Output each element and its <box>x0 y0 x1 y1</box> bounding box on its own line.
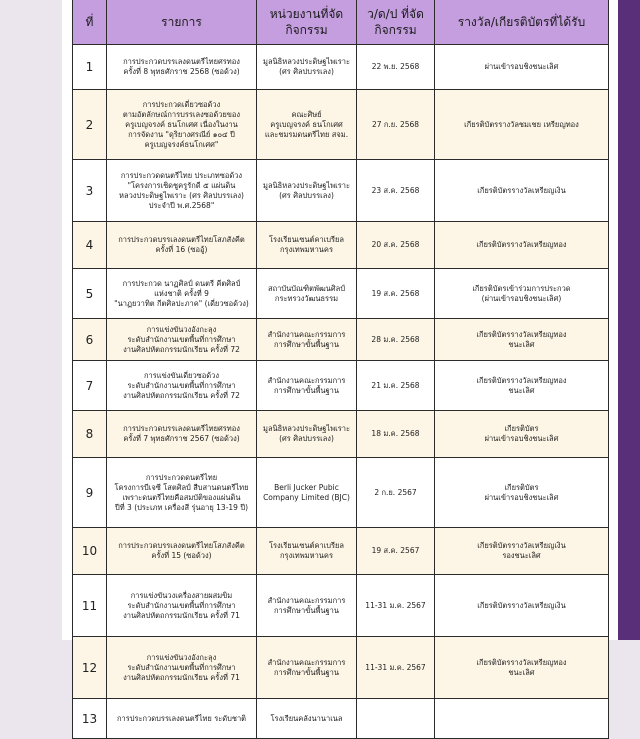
cell-line: สำนักงานคณะกรรมการ <box>267 657 346 667</box>
cell-line: การประกวดดนตรีไทย ประเภทซอด้วง <box>120 170 243 180</box>
header-title: รายการ <box>107 0 257 45</box>
table-row <box>73 160 609 222</box>
row-date: 19 ส.ค. 2568 <box>357 269 435 319</box>
row-number: 8 <box>73 411 107 458</box>
row-date: 19 ส.ค. 2567 <box>357 528 435 575</box>
row-organizer <box>257 575 357 637</box>
cell-line: โครงการบีเจซี โสตศิลป์ สืบสานดนตรีไทย <box>114 482 249 492</box>
cell-line: สำนักงานคณะกรรมการ <box>267 375 346 385</box>
header-award: รางวัล/เกียรติบัตรที่ได้รับ <box>435 0 609 45</box>
cell-line: การประกวดบรรเลงดนตรีไทยโสภสังคีต <box>118 235 245 244</box>
table-row <box>73 222 609 269</box>
cell-line: (ศร ศิลปบรรเลง) <box>279 67 334 76</box>
row-award <box>435 160 609 222</box>
cell-line: การประกวด นาฏศิลป์ ดนตรี คีตศิลป์ <box>122 278 241 288</box>
header-org: หน่วยงานที่จัดกิจกรรม <box>257 0 357 45</box>
row-title <box>107 90 257 160</box>
cell-line: ครั้งที่ 15 (ซอด้วง) <box>151 551 212 560</box>
cell-line: ชนะเลิศ <box>508 667 535 677</box>
cell-line: การแข่งขันวงอังกะลุง <box>146 652 217 662</box>
cell-line: ระดับสำนักงานเขตพื้นที่การศึกษา <box>127 334 236 344</box>
cell-line: ระดับสำนักงานเขตพื้นที่การศึกษา <box>127 600 236 610</box>
cell-line: งานศิลปหัตถกรรมนักเรียน ครั้งที่ 71 <box>123 672 240 682</box>
row-title <box>107 699 257 739</box>
cell-line: กรุงเทพมหานคร <box>280 245 333 254</box>
row-title <box>107 411 257 458</box>
cell-line: มูลนิธิหลวงประดิษฐไพเราะ <box>263 180 350 190</box>
row-award <box>435 45 609 90</box>
cell-line: ครั้งที่ 16 (ซออู้) <box>155 245 208 254</box>
cell-line: ครูเบญจรงค์ธนโกเศศ" <box>144 139 219 149</box>
row-date: 11-31 ม.ค. 2567 <box>357 637 435 699</box>
cell-line: เกียรติบัตร <box>504 482 539 492</box>
cell-line: การศึกษาขั้นพื้นฐาน <box>273 605 340 615</box>
row-organizer <box>257 269 357 319</box>
table-row <box>73 575 609 637</box>
cell-line: ผ่านเข้ารอบชิงชนะเลิศ <box>484 434 559 443</box>
cell-line: เกียรติบัตร <box>504 424 539 433</box>
table-row <box>73 637 609 699</box>
cell-line: การประกวดบรรเลงดนตรีไทยโสภสังคีต <box>118 541 245 550</box>
cell-line: (ศร ศิลปบรรเลง) <box>279 434 334 443</box>
cell-line: การศึกษาขั้นพื้นฐาน <box>273 385 340 395</box>
cell-line: สำนักงานคณะกรรมการ <box>267 595 346 605</box>
row-number: 10 <box>73 528 107 575</box>
cell-line: ประจำปี พ.ศ.2568" <box>148 200 215 210</box>
cell-line: การศึกษาขั้นพื้นฐาน <box>273 667 340 677</box>
row-number: 6 <box>73 319 107 361</box>
table-row <box>73 319 609 361</box>
row-organizer <box>257 528 357 575</box>
cell-line: เกียรติบัตรรางวัลเหรียญทอง <box>476 240 567 249</box>
cell-line: รองชนะเลิศ <box>502 551 541 560</box>
row-date <box>357 699 435 739</box>
row-award <box>435 528 609 575</box>
row-number: 9 <box>73 458 107 528</box>
row-date: 28 ม.ค. 2568 <box>357 319 435 361</box>
row-title <box>107 160 257 222</box>
cell-line: เกียรติบัตรรางวัลเหรียญเงิน <box>477 541 566 550</box>
cell-line: ผ่านเข้ารอบชิงชนะเลิศ <box>484 62 559 71</box>
row-number: 5 <box>73 269 107 319</box>
cell-line: ครูเบญจรงค์ ธนโกเศศ <box>270 119 343 129</box>
cell-line: การประกวดดนตรีไทย <box>145 472 218 482</box>
cell-line: เกียรติบัตรเข้าร่วมการประกวด <box>472 283 571 293</box>
row-title <box>107 361 257 411</box>
row-organizer <box>257 458 357 528</box>
row-title <box>107 319 257 361</box>
row-date: 21 ม.ค. 2568 <box>357 361 435 411</box>
cell-line: เกียรติบัตรรางวัลเหรียญเงิน <box>477 185 566 195</box>
cell-line: มูลนิธิหลวงประดิษฐไพเราะ <box>263 57 350 66</box>
cell-line: โรงเรียนคลังนานาเนล <box>270 713 343 723</box>
cell-line: การจัดงาน "ดุริยางศรณีย์ ๑๐๔ ปี <box>128 129 235 139</box>
cell-line: ครั้งที่ 8 พุทธศักราช 2568 (ซอด้วง) <box>123 67 240 76</box>
row-organizer <box>257 160 357 222</box>
row-title <box>107 528 257 575</box>
row-award <box>435 575 609 637</box>
row-award <box>435 361 609 411</box>
cell-line: "นาฏยวาทิต กีตศิลปะภาค" (เดี่ยวซอด้วง) <box>114 298 249 308</box>
row-number: 11 <box>73 575 107 637</box>
row-organizer <box>257 699 357 739</box>
cell-line: กระทรวงวัฒนธรรม <box>274 293 339 303</box>
cell-line: ปีที่ 3 (ประเภท เครื่องสี รุ่นอายุ 13-19 ปี) <box>114 502 249 512</box>
row-date: 23 ส.ค. 2568 <box>357 160 435 222</box>
row-date: 27 ก.ย. 2568 <box>357 90 435 160</box>
table-row <box>73 45 609 90</box>
row-date: 18 ม.ค. 2568 <box>357 411 435 458</box>
cell-line: และชมรมดนตรีไทย สจม. <box>264 129 349 139</box>
cell-line: คณะศิษย์ <box>291 109 322 119</box>
row-date: 22 พ.ย. 2568 <box>357 45 435 90</box>
row-date: 11-31 ม.ค. 2567 <box>357 575 435 637</box>
row-award <box>435 90 609 160</box>
cell-line: เพราะดนตรีไทยคือสมบัติของแผ่นดิน <box>122 492 241 502</box>
row-number: 1 <box>73 45 107 90</box>
table-row <box>73 528 609 575</box>
cell-line: การแข่งขันวงอังกะลุง <box>146 324 217 334</box>
cell-line: "โครงการเชิดชูครูรักดี ๕ แผ่นดิน <box>127 180 236 190</box>
table-row <box>73 458 609 528</box>
row-number: 13 <box>73 699 107 739</box>
cell-line: ชนะเลิศ <box>508 385 535 395</box>
cell-line: เกียรติบัตรรางวัลเหรียญเงิน <box>477 600 566 610</box>
table-header-row <box>73 0 609 45</box>
row-number: 12 <box>73 637 107 699</box>
cell-line: ผ่านเข้ารอบชิงชนะเลิศ <box>484 492 559 502</box>
row-award <box>435 269 609 319</box>
row-award <box>435 222 609 269</box>
row-organizer <box>257 319 357 361</box>
row-title <box>107 458 257 528</box>
table-row <box>73 411 609 458</box>
row-date: 2 ก.ย. 2567 <box>357 458 435 528</box>
row-organizer <box>257 222 357 269</box>
cell-line: งานศิลปหัตถกรรมนักเรียน ครั้งที่ 72 <box>123 390 240 400</box>
cell-line: การประกวดบรรเลงดนตรีไทยศรทอง <box>123 57 240 66</box>
cell-line: ครูเบญจรงค์ ธนโกเศศ เนื่องในงาน <box>125 119 238 129</box>
row-title <box>107 269 257 319</box>
cell-line: มูลนิธิหลวงประดิษฐไพเราะ <box>263 424 350 433</box>
document-page <box>62 0 618 726</box>
row-organizer <box>257 45 357 90</box>
row-number: 7 <box>73 361 107 411</box>
cell-line: Company Limited (BJC) <box>263 492 350 502</box>
cell-line: การแข่งขันเดี่ยวซอด้วง <box>143 370 220 380</box>
cell-line: งานศิลปหัตถกรรมนักเรียน ครั้งที่ 71 <box>123 610 240 620</box>
table-row <box>73 361 609 411</box>
cell-line: เกียรติบัตรรางวัลเหรียญทอง <box>476 375 567 385</box>
header-no: ที่ <box>73 0 107 45</box>
cell-line: เกียรติบัตรรางวัลชมเชย เหรียญทอง <box>464 119 579 129</box>
cell-line: งานศิลปหัตถกรรมนักเรียน ครั้งที่ 72 <box>123 344 240 354</box>
row-organizer <box>257 411 357 458</box>
cell-line: โรงเรียนเซนต์คาเบรียล <box>268 541 345 550</box>
cell-line: การประกวดบรรเลงดนตรีไทยศรทอง <box>123 424 240 433</box>
cell-line: แห่งชาติ ครั้งที่ 9 <box>154 288 209 298</box>
row-award <box>435 458 609 528</box>
cell-line: สถาบันบัณฑิตพัฒนศิลป์ <box>268 283 345 293</box>
cell-line: ระดับสำนักงานเขตพื้นที่การศึกษา <box>127 662 236 672</box>
row-organizer <box>257 90 357 160</box>
row-title <box>107 575 257 637</box>
row-title <box>107 222 257 269</box>
row-title <box>107 637 257 699</box>
table-body <box>73 45 609 739</box>
row-number: 2 <box>73 90 107 160</box>
cell-line: ชนะเลิศ <box>508 339 535 349</box>
row-organizer <box>257 361 357 411</box>
row-award <box>435 411 609 458</box>
row-date: 20 ส.ค. 2568 <box>357 222 435 269</box>
row-award <box>435 637 609 699</box>
cell-line: (ผ่านเข้ารอบชิงชนะเลิศ) <box>481 293 562 303</box>
cell-line: ตามอัตลักษณ์การบรรเลงซอด้วยของ <box>122 109 241 119</box>
cell-line: โรงเรียนเซนต์คาเบรียล <box>268 235 345 244</box>
cell-line: (ศร ศิลปบรรเลง) <box>279 190 334 200</box>
table-row <box>73 269 609 319</box>
cell-line: ครั้งที่ 7 พุทธศักราช 2567 (ซอด้วง) <box>123 434 240 443</box>
row-award <box>435 319 609 361</box>
cell-line: สำนักงานคณะกรรมการ <box>267 329 346 339</box>
cell-line: เกียรติบัตรรางวัลเหรียญทอง <box>476 657 567 667</box>
awards-table <box>72 0 609 739</box>
cell-line: การศึกษาขั้นพื้นฐาน <box>273 339 340 349</box>
cell-line: เกียรติบัตรรางวัลเหรียญทอง <box>476 329 567 339</box>
cell-line: การประกวดบรรเลงดนตรีไทย ระดับชาติ <box>116 713 247 723</box>
cell-line: หลวงประดิษฐไพเราะ (ศร ศิลปบรรเลง) <box>119 190 244 200</box>
row-number: 3 <box>73 160 107 222</box>
row-title <box>107 45 257 90</box>
row-number: 4 <box>73 222 107 269</box>
cell-line: Berli Jucker Pubic <box>274 482 339 492</box>
row-organizer <box>257 637 357 699</box>
row-award <box>435 699 609 739</box>
table-row <box>73 699 609 739</box>
cell-line: กรุงเทพมหานคร <box>280 551 333 560</box>
cell-line: ระดับสำนักงานเขตพื้นที่การศึกษา <box>127 380 236 390</box>
table-row <box>73 90 609 160</box>
header-date: ว/ด/ป ที่จัดกิจกรรม <box>357 0 435 45</box>
cell-line: การแข่งขันวงเครื่องสายผสมขิม <box>130 590 233 600</box>
cell-line: การประกวดเดี่ยวซอด้วง <box>142 99 221 109</box>
